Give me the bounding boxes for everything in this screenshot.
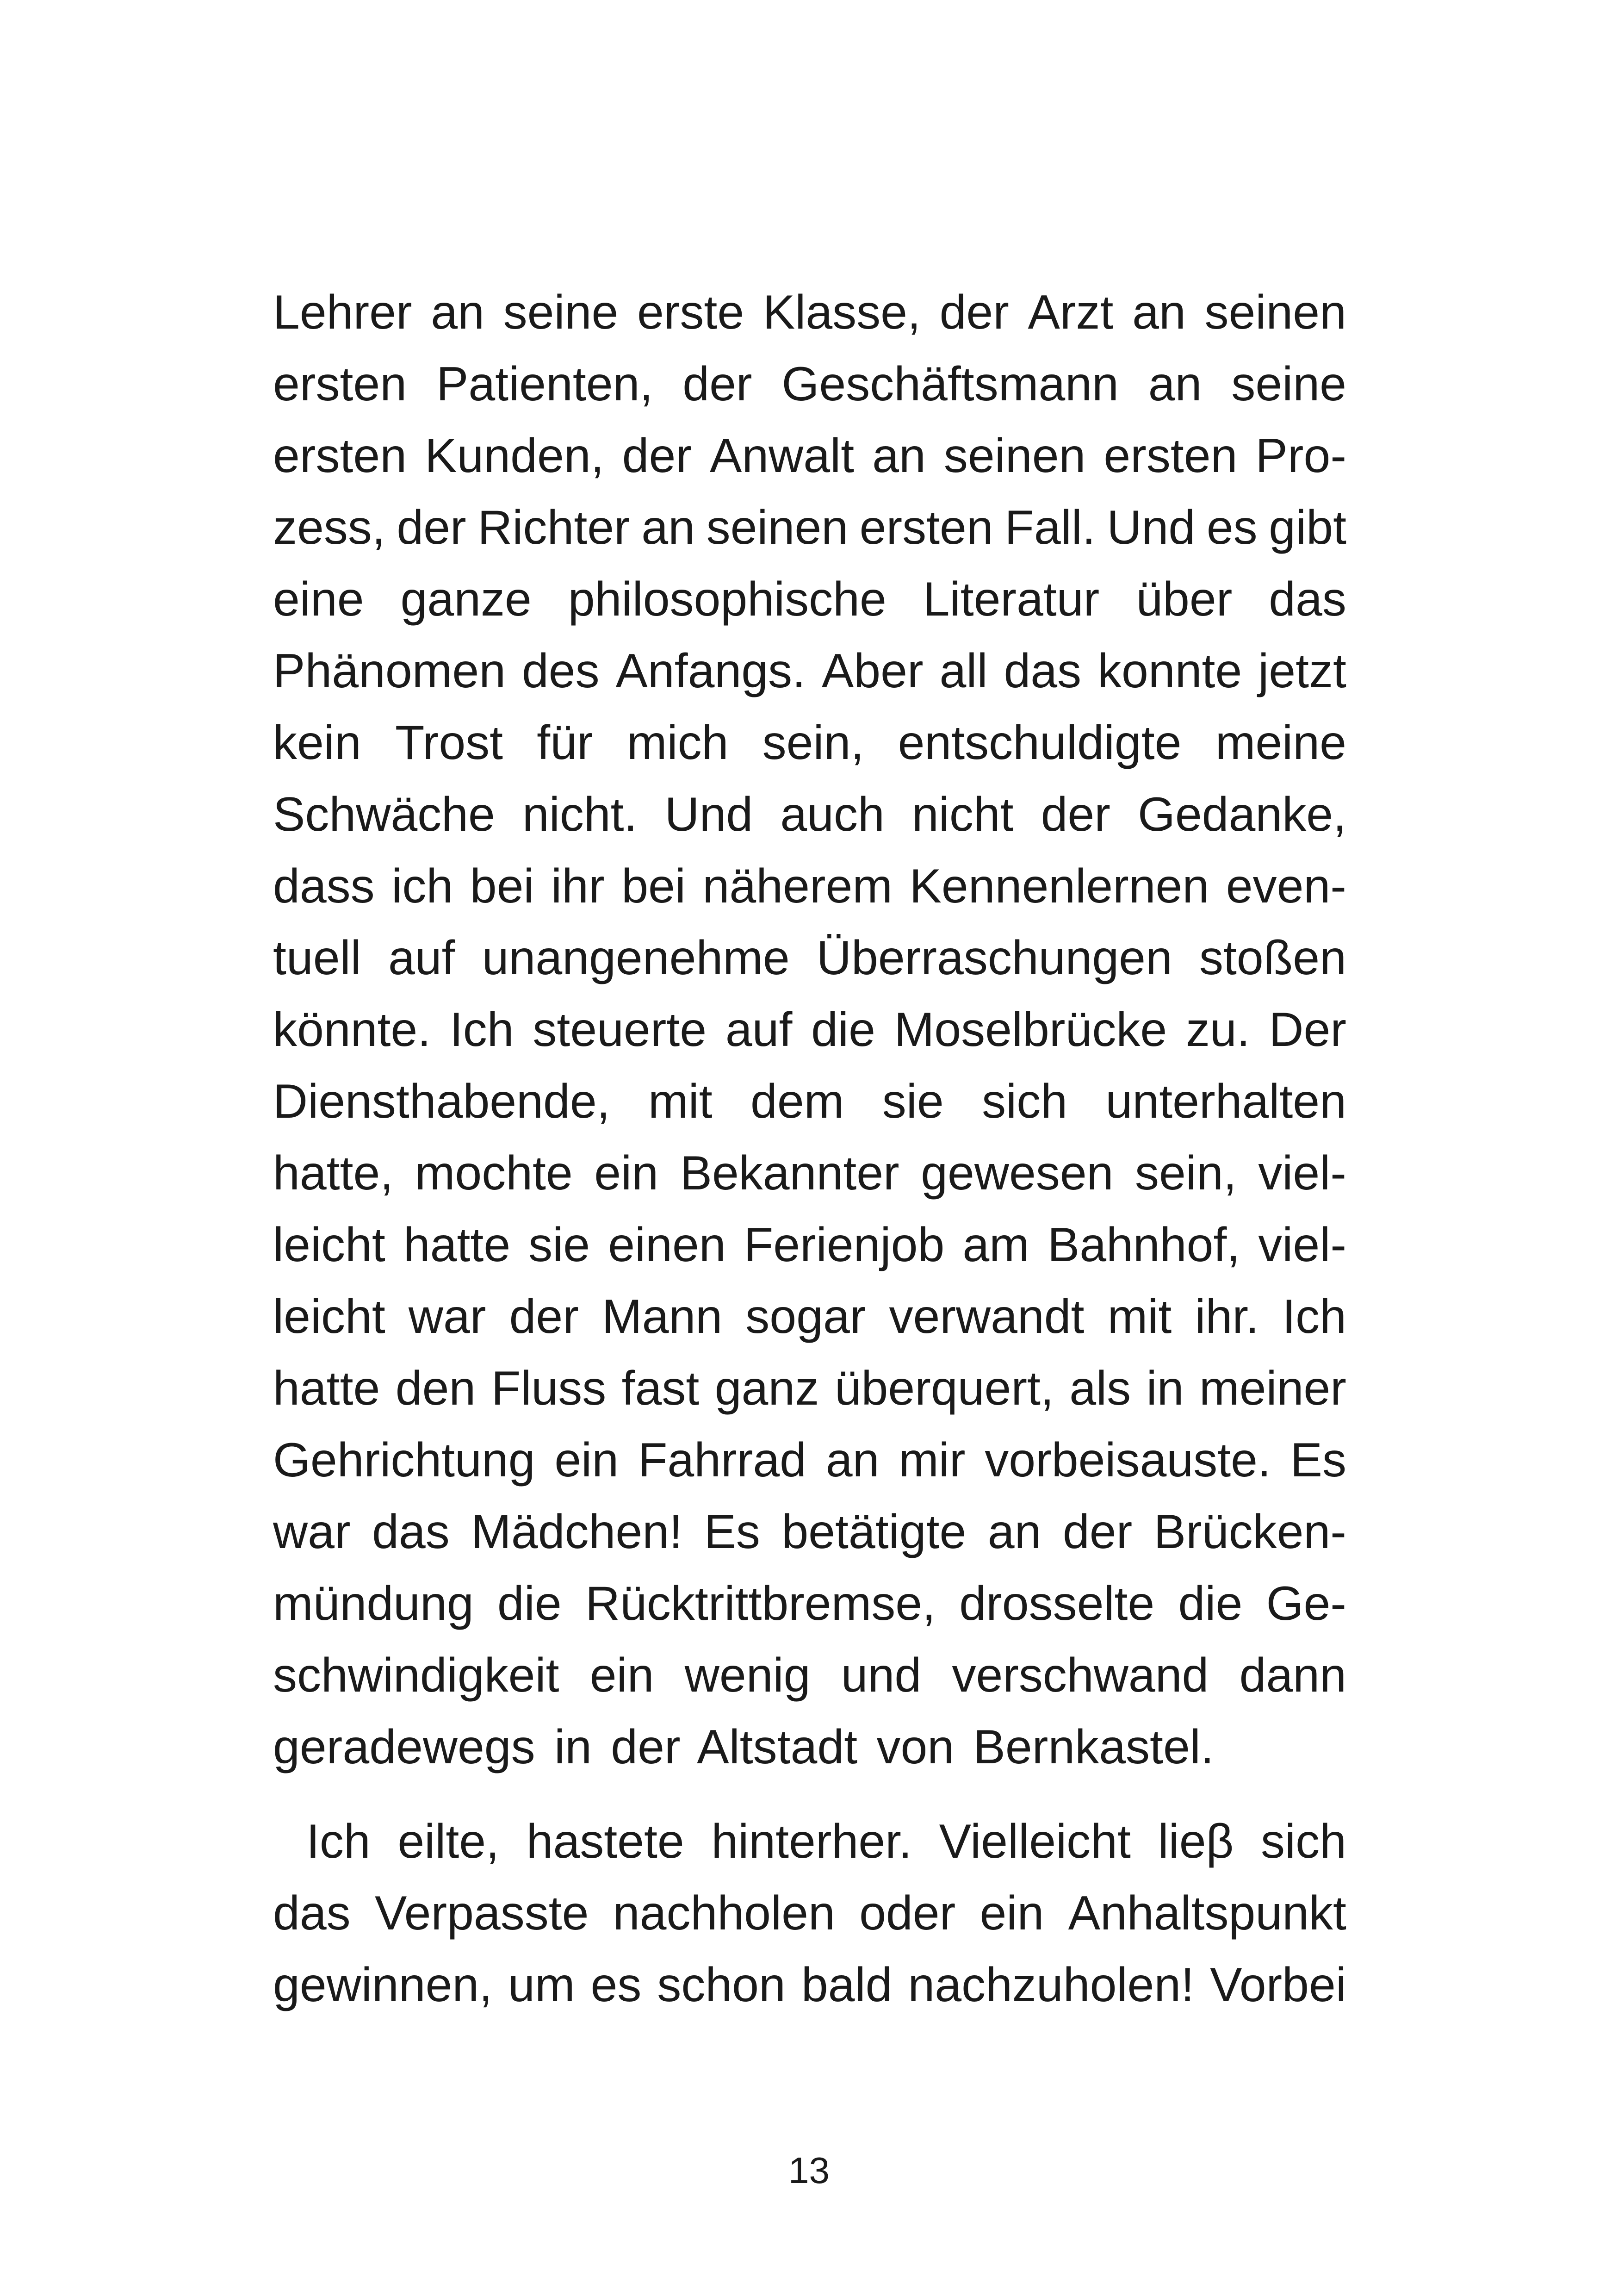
- text-line: tuell auf unangenehme Überraschungen stoßen: [273, 931, 1346, 985]
- text-line: geradewegs in der Altstadt von Bernkastel.: [273, 1720, 1214, 1774]
- text-line: leicht hatte sie einen Ferienjob am Bahnhof, viel-: [273, 1218, 1346, 1272]
- text-line: hatte den Fluss fast ganz überquert, als in meiner: [273, 1362, 1346, 1415]
- text-line: ersten Patienten, der Geschäftsmann an seine: [273, 357, 1346, 411]
- text-line: könnte. Ich steuerte auf die Moselbrücke zu. Der: [273, 1003, 1346, 1057]
- text-line: Gehrichtung ein Fahrrad an mir vorbeisauste. Es: [273, 1433, 1346, 1487]
- text-line: Phänomen des Anfangs. Aber all das konnte jetzt: [273, 644, 1346, 698]
- text-line: Diensthabende, mit dem sie sich unterhalten: [273, 1075, 1346, 1128]
- text-line: schwindigkeit ein wenig und verschwand dann: [273, 1649, 1346, 1702]
- paragraph-2: [273, 1806, 1346, 2021]
- text-line: ersten Kunden, der Anwalt an seinen ersten Pro-: [273, 429, 1346, 483]
- text-line: zess, der Richter an seinen ersten Fall. Und es gibt: [273, 501, 1346, 554]
- page-number: 13: [788, 2150, 830, 2191]
- text-line: Schwäche nicht. Und auch nicht der Gedanke,: [273, 788, 1346, 841]
- text-line: mündung die Rücktrittbremse, drosselte die Ge-: [273, 1577, 1346, 1630]
- text-line: Ich eilte, hastete hinterher. Vielleicht lieβ sich: [306, 1815, 1346, 1868]
- text-line: das Verpasste nachholen oder ein Anhaltspunkt: [273, 1886, 1346, 1940]
- text-line: gewinnen, um es schon bald nachzuholen! Vorbei: [273, 1958, 1346, 2012]
- text-line: leicht war der Mann sogar verwandt mit ihr. Ich: [273, 1290, 1346, 1344]
- text-line: war das Mädchen! Es betätigte an der Brücken-: [273, 1505, 1346, 1559]
- text-line: Lehrer an seine erste Klasse, der Arzt an seinen: [273, 286, 1346, 339]
- text-line: hatte, mochte ein Bekannter gewesen sein, viel-: [273, 1146, 1346, 1200]
- text-line: eine ganze philosophische Literatur über das: [273, 572, 1346, 626]
- text-line: dass ich bei ihr bei näherem Kennenlernen even-: [273, 859, 1346, 913]
- paragraph-1: [273, 277, 1346, 1783]
- text-line: kein Trost für mich sein, entschuldigte meine: [273, 716, 1346, 770]
